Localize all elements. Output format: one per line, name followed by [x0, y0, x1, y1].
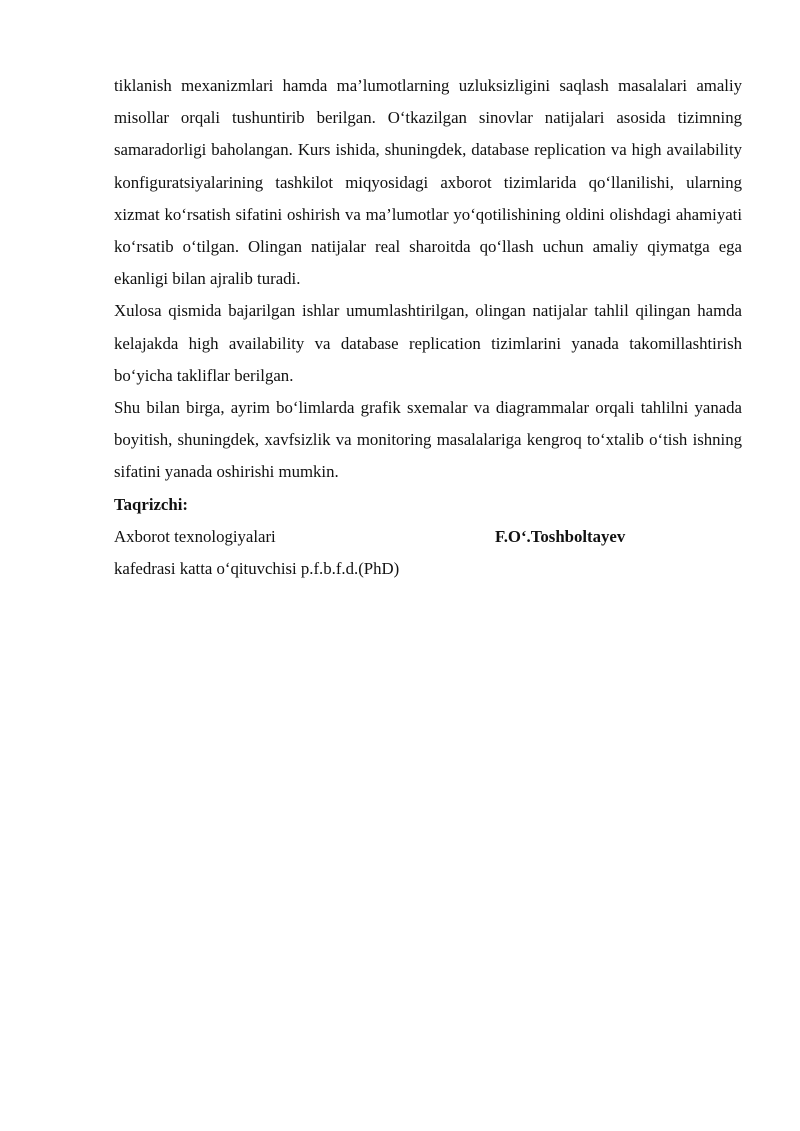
- reviewer-signature-row: [114, 521, 742, 553]
- body-paragraph-1: tiklanish mexanizmlari hamda ma’lumotlarning uzluksizligini saqlash masalalari amaliy misollar orqali tushuntirib berilgan. O‘tkazilgan sinovlar natijalari asosida tizimning samaradorligi baholangan. Kurs ishida, shuningdek, database replication va high availability konfiguratsiyalarining tashkilot miqyosidagi axborot tizimlarida qo‘llanilishi, ularning xizmat ko‘rsatish sifatini oshirish va ma’lumotlar yo‘qotilishining oldini olishdagi ahamiyati ko‘rsatib o‘tilgan. Olingan natijalar real sharoitda qo‘llash uchun amaliy qiymatga ega ekanligi bilan ajralib turadi.: [114, 76, 742, 289]
- body-paragraph-2: Xulosa qismida bajarilgan ishlar umumlashtirilgan, olingan natijalar tahlil qilingan hamda kelajakda high availability va database replication tizimlarini yanada takomillashtirish bo‘yicha takliflar berilgan.: [114, 301, 742, 385]
- body-paragraph-3: Shu bilan birga, ayrim bo‘limlarda grafik sxemalar va diagrammalar orqali tahlilni yanada boyitish, shuningdek, xavfsizlik va monitoring masalalariga kengroq to‘xtalib o‘tish ishning sifatini yanada oshirishi mumkin.: [114, 398, 742, 482]
- document-page: [114, 70, 742, 585]
- reviewer-heading: Taqrizchi:: [114, 494, 188, 514]
- reviewer-department-line2: kafedrasi katta o‘qituvchisi p.f.b.f.d.(PhD): [114, 559, 400, 579]
- reviewer-department-line1: Axborot texnologiyalari: [114, 526, 276, 546]
- reviewer-name: F.O‘.Toshboltayev: [495, 526, 626, 546]
